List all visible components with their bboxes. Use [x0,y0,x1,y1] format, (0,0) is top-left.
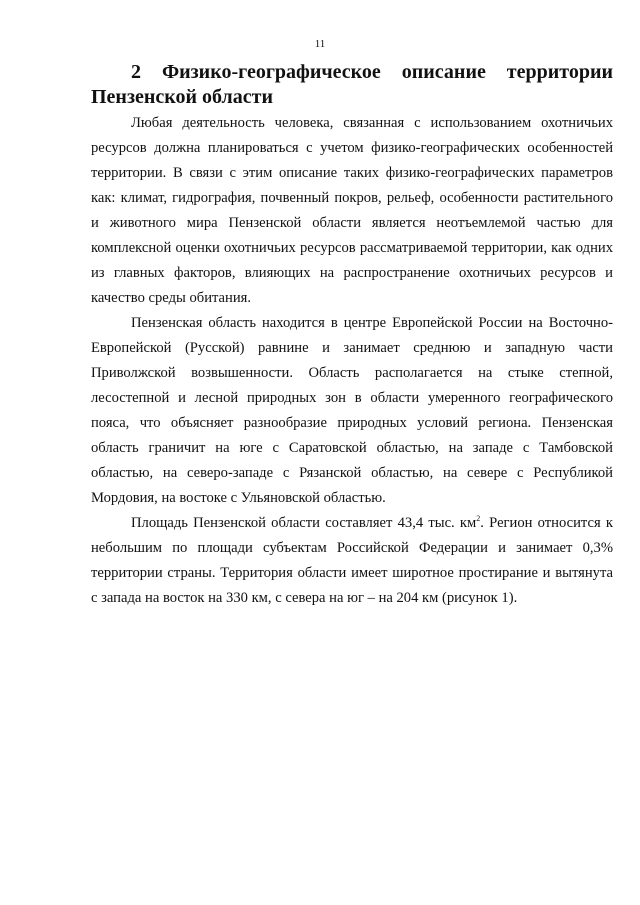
section-heading [91,60,613,110]
body-text [91,111,613,611]
section-heading-line-2: Пензенской области [91,86,274,108]
section-heading-line-1: 2 Физико-географическое описание территории [131,61,613,83]
paragraph-3-end: . Регион относится к небольшим по площади субъектам Российской Федерации и занимает 0,3% территории страны. Территория области имеет широтное простирание и вытянута с запада на восток на 330 км, с севера на юг – на 204 км (рисунок 1). [91,515,613,606]
paragraph-2: Пензенская область находится в центре Европейской России на Восточно-Европейской (Русской) равнине и занимает среднюю и западную части Приволжской возвышенности. Область располагается на стыке степной, лесостепной и лесной природных зон в области умеренного географического пояса, что объясняет разнообразие природных условий региона. Пензенская область граничит на юге с Саратовской областью, на западе с Тамбовской областью, на северо-западе с Рязанской областью, на севере с Республикой Мордовия, на востоке с Ульяновской областью. [91,315,613,506]
superscript-2: 2 [476,514,481,524]
page-number: 11 [314,38,326,50]
paragraph-3 [91,511,613,611]
paragraph-1: Любая деятельность человека, связанная с использованием охотничьих ресурсов должна планироваться с учетом физико-географических особенностей территории. В связи с этим описание таких физико-географических параметров как: климат, гидрография, почвенный покров, рельеф, особенности растительного и животного мира Пензенской области является неотъемлемой частью для комплексной оценки охотничьих ресурсов рассматриваемой территории, как одних из главных факторов, влияющих на распространение охотничьих ресурсов и качество среды обитания. [91,115,613,306]
paragraph-3-start: Площадь Пензенской области составляет 43,4 тыс. км [131,515,477,531]
